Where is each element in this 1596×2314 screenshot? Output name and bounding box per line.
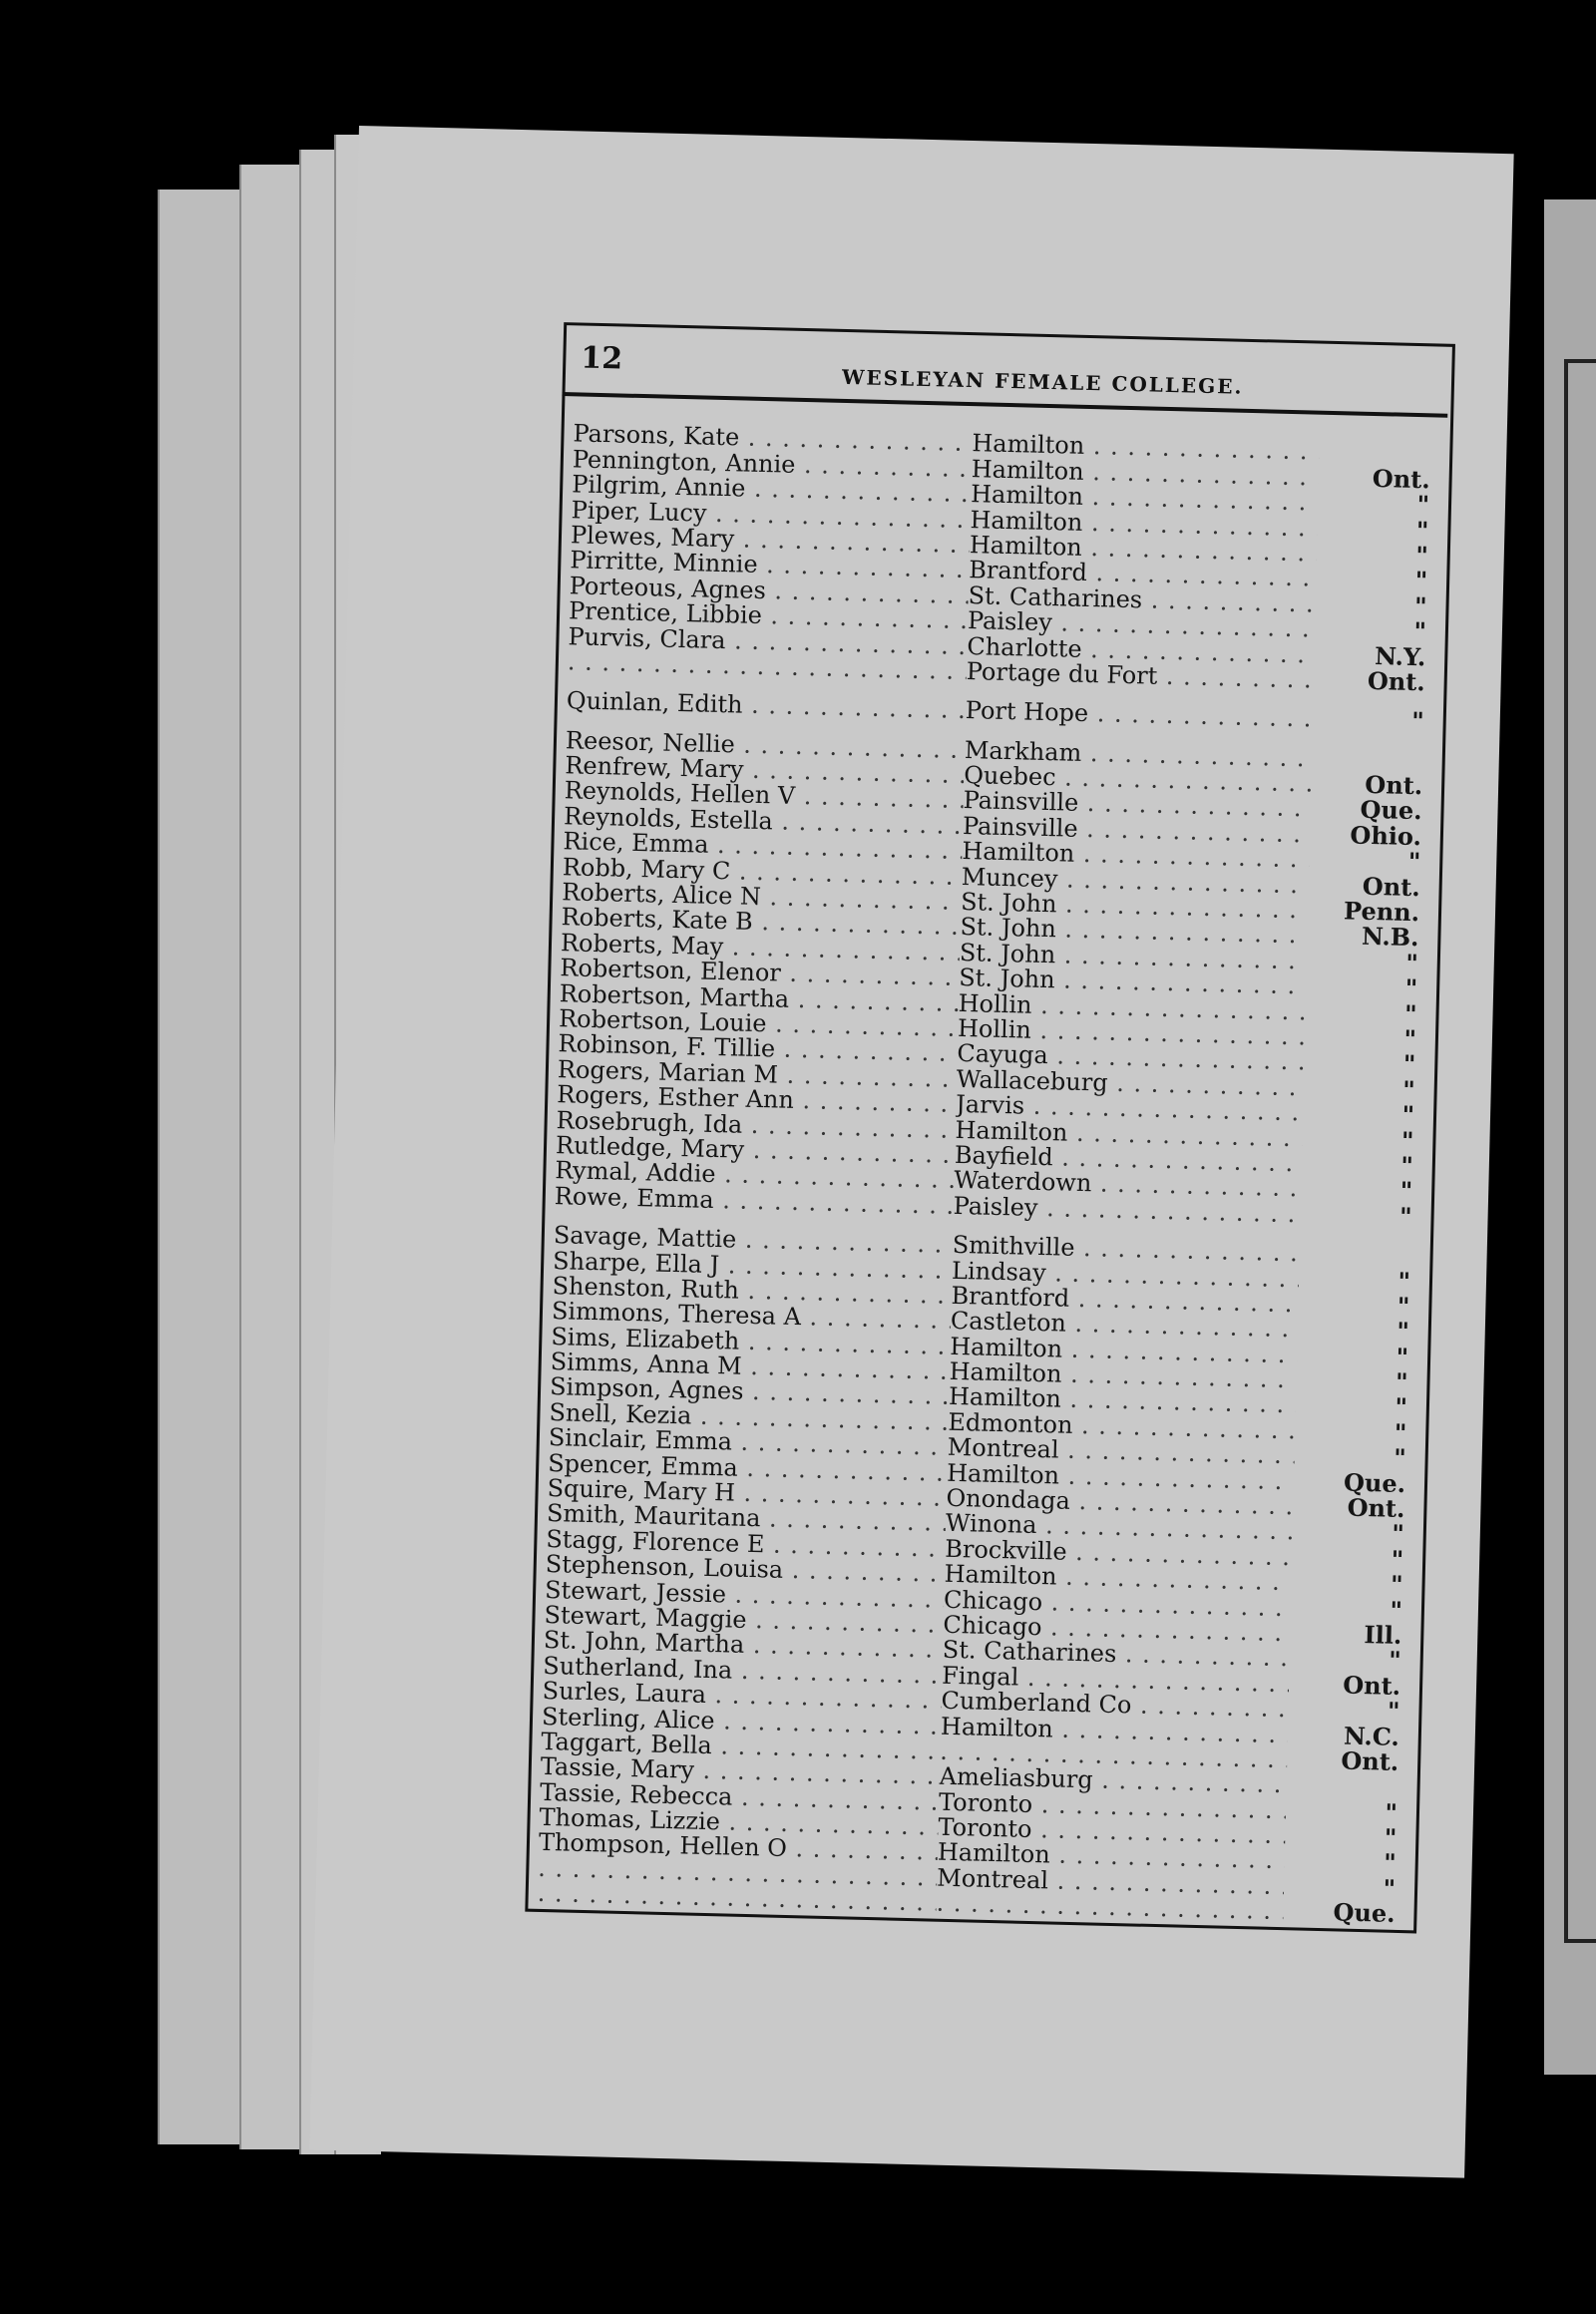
student-name: Plewes, Mary . . .: [571, 521, 971, 559]
student-name: Pennington, Annie . . .: [573, 445, 973, 483]
student-region: ": [1383, 1873, 1396, 1903]
student-region: Ont.: [1367, 665, 1426, 697]
student-town: Ameliasburg . . .: [939, 1762, 1287, 1798]
student-name: Rice, Emma . . .: [563, 827, 963, 865]
student-town: Cumberland Co . . .: [941, 1687, 1289, 1723]
student-region: Ont.: [1341, 1745, 1399, 1776]
facing-page-frame: [1564, 359, 1596, 1943]
student-name: Stewart, Maggie . . .: [544, 1601, 944, 1639]
student-town: Charlotte . . .: [967, 632, 1315, 668]
student-town: Hamilton . . .: [950, 1333, 1298, 1368]
student-town: Paisley . . .: [953, 1192, 1301, 1228]
student-town: Lindsay . . .: [952, 1256, 1300, 1292]
student-region: N.C.: [1343, 1721, 1400, 1751]
student-list: [537, 419, 1431, 1929]
student-town: Brockville . . .: [945, 1535, 1293, 1571]
student-name: Sims, Elizabeth . . .: [551, 1323, 951, 1360]
student-name: Stephenson, Louisa . . .: [545, 1550, 945, 1588]
student-region: ": [1385, 1797, 1398, 1827]
student-town: Edmonton . . .: [948, 1408, 1296, 1444]
student-town: Hamilton . . .: [971, 480, 1319, 516]
student-name: Stewart, Jessie . . .: [545, 1576, 945, 1614]
student-region: ": [1401, 1074, 1416, 1104]
student-region: N.B.: [1361, 922, 1419, 953]
student-town: Hamilton . . .: [970, 531, 1318, 567]
student-town: Hamilton . . .: [972, 430, 1320, 466]
student-name: Smith, Mauritana . . .: [547, 1499, 947, 1537]
page-number: 12: [580, 340, 623, 377]
student-region: ": [1413, 590, 1427, 621]
student-name: Snell, Kezia . . .: [549, 1398, 949, 1436]
student-region: Ont.: [1372, 463, 1431, 495]
student-name: Surles, Laura . . .: [542, 1677, 942, 1715]
student-name: Quinlan, Edith . . .: [567, 687, 967, 725]
student-town: Smithville . . .: [952, 1231, 1300, 1267]
student-name: Simpson, Agnes . . .: [550, 1373, 950, 1411]
student-town: Brantford . . .: [969, 556, 1317, 591]
student-region: ": [1387, 1696, 1400, 1727]
student-town: Painsville . . .: [963, 812, 1311, 848]
student-region: ": [1398, 1201, 1412, 1231]
student-region: ": [1401, 1100, 1415, 1130]
student-region: Ill.: [1364, 1620, 1402, 1650]
student-region: ": [1395, 1366, 1408, 1397]
student-name: Thomas, Lizzie . . .: [539, 1803, 939, 1841]
student-name: Robb, Mary C . . .: [563, 853, 963, 891]
student-town: Fingal . . .: [942, 1661, 1290, 1697]
student-town: Hollin . . .: [958, 989, 1306, 1025]
student-region: ": [1399, 1176, 1413, 1206]
student-region: ": [1404, 948, 1419, 978]
student-town: Cayuga . . .: [957, 1039, 1305, 1075]
student-region: ": [1388, 1646, 1402, 1676]
student-town: Wallaceburg . . .: [956, 1065, 1304, 1101]
student-name: Reynolds, Hellen V . . .: [564, 777, 964, 815]
student-town: Chicago . . .: [944, 1585, 1292, 1621]
student-town: Hamilton . . .: [944, 1560, 1292, 1596]
student-name: Robertson, Louie . . .: [559, 1004, 959, 1042]
student-region: ": [1383, 1848, 1397, 1878]
student-region: ": [1384, 1822, 1397, 1853]
student-name: Simmons, Theresa A . . .: [552, 1297, 952, 1335]
student-name: Reynolds, Estella . . .: [564, 802, 964, 840]
student-region: ": [1396, 1317, 1410, 1347]
student-name: Piper, Lucy . . .: [571, 496, 971, 534]
student-name: St. John, Martha . . .: [544, 1626, 944, 1664]
student-name: Rymal, Addie . . .: [555, 1156, 955, 1194]
student-region: ": [1404, 973, 1418, 1003]
student-region: ": [1403, 1023, 1417, 1054]
student-name: Taggart, Bella . . .: [541, 1728, 941, 1765]
student-town: St. John . . .: [960, 913, 1308, 949]
student-region: ": [1397, 1266, 1411, 1296]
student-town: Onondaga . . .: [946, 1484, 1294, 1520]
student-region: ": [1399, 1150, 1414, 1181]
student-name: Rowe, Emma . . .: [555, 1182, 955, 1220]
student-town: Hamilton . . .: [949, 1357, 1297, 1393]
student-name: Robinson, F. Tillie . . .: [558, 1030, 958, 1068]
student-town: Markham . . .: [965, 736, 1313, 772]
student-region: Ont.: [1347, 1492, 1405, 1524]
student-name: Spencer, Emma . . .: [548, 1449, 948, 1487]
student-town: Chicago . . .: [943, 1611, 1291, 1647]
student-town: Toronto . . .: [938, 1813, 1286, 1849]
student-name: Roberts, Alice N . . .: [562, 878, 962, 916]
page-title: WESLEYAN FEMALE COLLEGE.: [841, 364, 1244, 399]
student-town: Castleton . . .: [951, 1307, 1299, 1343]
student-region: Ont.: [1365, 769, 1423, 801]
student-region: ": [1390, 1569, 1403, 1600]
student-region: ": [1414, 566, 1428, 595]
student-name: Stagg, Florence E . . .: [546, 1525, 946, 1563]
student-region: ": [1415, 515, 1429, 545]
student-town: Montreal . . .: [937, 1864, 1285, 1900]
student-name: Sterling, Alice . . .: [542, 1702, 942, 1739]
student-town: Jarvis . . .: [956, 1090, 1304, 1126]
student-town: Portage du Fort . . .: [966, 657, 1314, 693]
student-town: St. Catharines . . .: [968, 581, 1316, 617]
student-region: ": [1402, 1049, 1416, 1079]
student-town: Hamilton . . .: [971, 455, 1319, 491]
student-name: Robertson, Martha . . .: [559, 979, 959, 1017]
student-region: ": [1400, 1125, 1414, 1155]
student-town: Hamilton . . .: [947, 1458, 1295, 1494]
student-region: ": [1416, 490, 1430, 520]
student-town: Montreal . . .: [947, 1433, 1295, 1469]
student-name: Squire, Mary H . . .: [547, 1474, 947, 1512]
student-name: Parsons, Kate . . .: [573, 420, 973, 458]
student-town: Hamilton . . .: [955, 1115, 1303, 1151]
student-town: Hamilton . . .: [962, 837, 1310, 873]
student-region: ": [1396, 1342, 1409, 1371]
student-name: Pirritte, Minnie . . .: [570, 547, 970, 584]
student-name: Sinclair, Emma . . .: [549, 1423, 949, 1461]
student-region: Ohio.: [1350, 820, 1422, 852]
student-region: ": [1403, 998, 1417, 1028]
student-region: ": [1391, 1519, 1405, 1549]
student-region: Que.: [1343, 1467, 1406, 1498]
student-town: Toronto . . .: [939, 1787, 1287, 1823]
student-name: Savage, Mattie . . .: [554, 1221, 954, 1259]
student-name: Rosebrugh, Ida . . .: [556, 1106, 956, 1144]
student-town: St. John . . .: [959, 964, 1307, 999]
student-name: Renfrew, Mary . . .: [565, 751, 965, 789]
student-region: ": [1407, 847, 1421, 877]
student-region: N.Y.: [1374, 640, 1426, 671]
student-town: Brantford . . .: [951, 1282, 1299, 1318]
student-town: Hamilton . . .: [949, 1382, 1297, 1418]
student-region: ": [1394, 1417, 1407, 1447]
student-name: Tassie, Mary . . .: [541, 1752, 941, 1790]
student-region: ": [1395, 1392, 1408, 1422]
student-region: Que.: [1360, 795, 1422, 826]
student-region: ": [1396, 1291, 1410, 1321]
student-town: Bayfield . . .: [955, 1141, 1303, 1177]
student-name: Simms, Anna M . . .: [550, 1348, 950, 1385]
student-town: St. John . . .: [961, 888, 1309, 924]
student-name: Robertson, Elenor . . .: [560, 954, 960, 991]
student-region: ": [1410, 706, 1425, 736]
student-town: Hamilton . . .: [970, 506, 1318, 542]
student-region: ": [1413, 616, 1427, 646]
student-town: Winona . . .: [946, 1509, 1294, 1545]
student-region: Ont.: [1342, 1670, 1401, 1701]
student-town: Waterdown . . .: [954, 1166, 1302, 1202]
student-town: Port Hope . . .: [966, 696, 1314, 732]
student-region: ": [1414, 540, 1429, 571]
student-town: Hollin . . .: [958, 1014, 1306, 1050]
student-name: Shenston, Ruth . . .: [552, 1272, 952, 1310]
student-name: Rogers, Esther Ann . . .: [557, 1080, 957, 1118]
student-town: Paisley . . .: [968, 606, 1316, 642]
student-name: Purvis, Clara . . .: [568, 622, 968, 660]
student-town: Hamilton . . .: [941, 1712, 1289, 1747]
student-region: ": [1393, 1442, 1407, 1473]
student-town: Painsville . . .: [963, 786, 1311, 822]
student-name: Thompson, Hellen O . . .: [539, 1828, 939, 1866]
student-name: Sharpe, Ella J . . .: [553, 1247, 953, 1285]
student-name: Prentice, Libbie . . .: [569, 596, 969, 634]
student-name: Reesor, Nellie . . .: [566, 726, 966, 764]
student-town: St. Catharines . . .: [942, 1636, 1290, 1672]
student-name: Porteous, Agnes . . .: [569, 572, 969, 609]
student-region: ": [1390, 1595, 1403, 1625]
student-town: Hamilton . . .: [938, 1838, 1286, 1874]
student-region: ": [1391, 1544, 1404, 1574]
student-town: St. John . . .: [960, 939, 1308, 974]
student-name: Rogers, Marian M . . .: [558, 1055, 958, 1093]
student-region: Penn.: [1343, 896, 1420, 928]
student-region: Que.: [1333, 1897, 1396, 1929]
student-name: Tassie, Rebecca . . .: [540, 1778, 940, 1816]
student-name: Pilgrim, Annie . . .: [572, 470, 972, 508]
student-town: Quebec . . .: [964, 761, 1312, 797]
student-name: Rutledge, Mary . . .: [556, 1131, 956, 1169]
student-name: Roberts, Kate B . . .: [561, 904, 961, 942]
student-region: Ont.: [1362, 871, 1421, 902]
student-town: Muncey . . .: [961, 863, 1309, 899]
register-page: [309, 126, 1513, 2178]
student-name: Sutherland, Ina . . .: [543, 1652, 943, 1690]
student-name: Roberts, May . . .: [561, 929, 961, 966]
